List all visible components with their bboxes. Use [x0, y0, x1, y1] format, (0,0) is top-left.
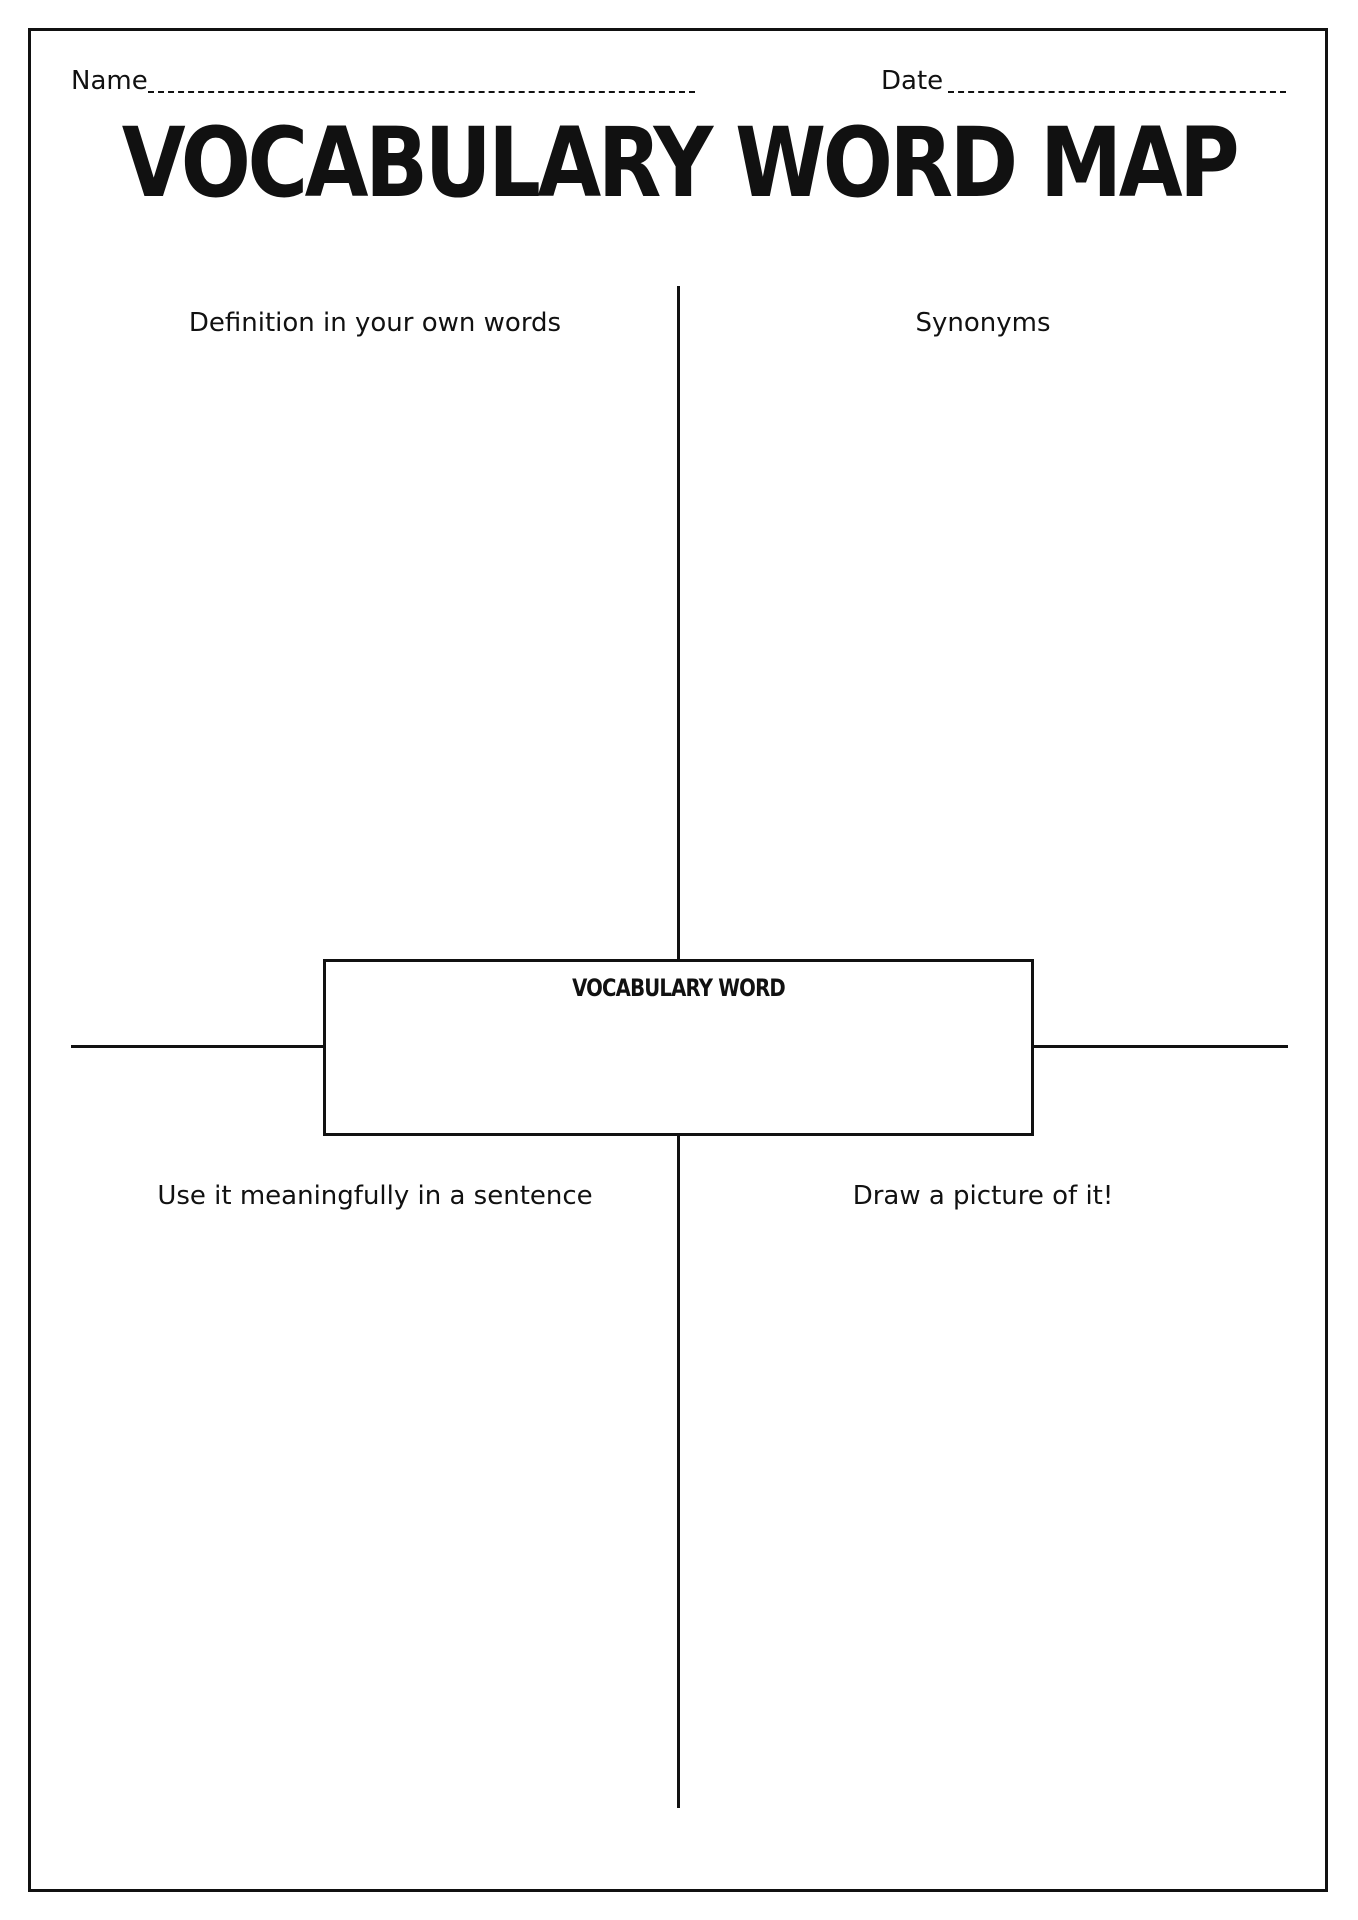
divider-vertical-bottom [677, 1136, 680, 1808]
quadrant-picture-label: Draw a picture of it! [852, 1181, 1114, 1211]
page-title: VOCABULARY WORD MAP [121, 107, 1237, 219]
vocabulary-word-label: VOCABULARY WORD [572, 974, 785, 1002]
divider-horizontal-left [71, 1045, 323, 1048]
quadrant-sentence-label: Use it meaningfully in a sentence [157, 1181, 593, 1211]
quadrant-synonyms-label: Synonyms [915, 308, 1051, 338]
quadrant-definition-label: Definition in your own words [188, 308, 562, 338]
name-label: Name [71, 66, 148, 96]
vocabulary-word-box[interactable] [323, 959, 1034, 1136]
date-label: Date [881, 66, 944, 96]
divider-horizontal-right [1034, 1045, 1288, 1048]
date-field-line[interactable] [948, 91, 1286, 93]
divider-vertical-top [677, 286, 680, 959]
name-field-line[interactable] [148, 91, 695, 93]
